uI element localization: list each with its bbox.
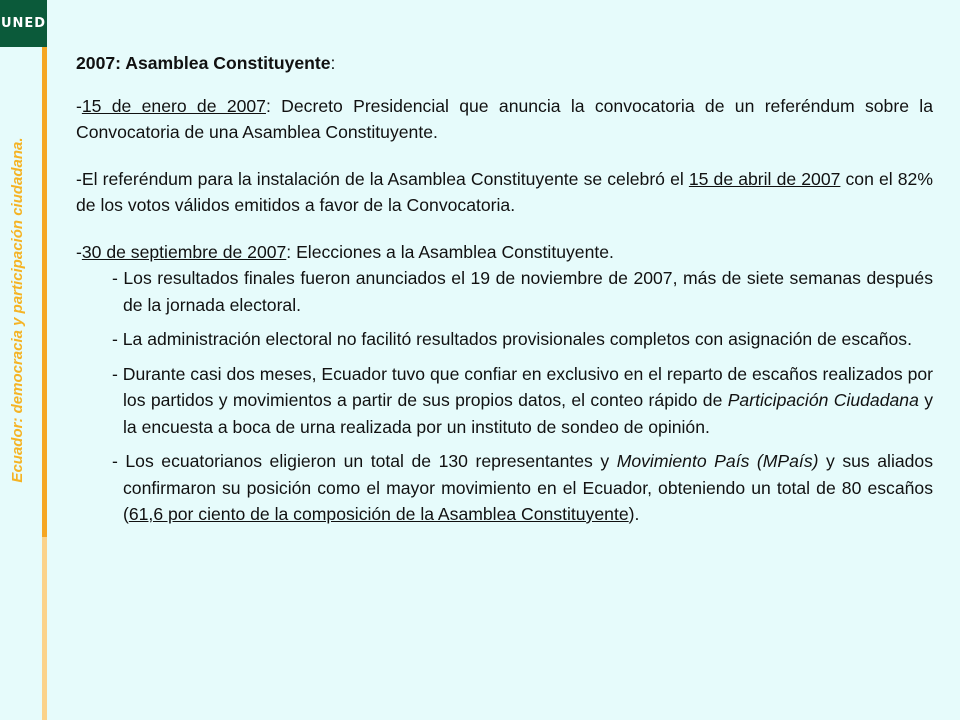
paragraph-elections (76, 239, 933, 266)
uned-logo (0, 0, 47, 47)
left-accent-bar (42, 47, 47, 537)
sub-item-representatives (112, 448, 933, 528)
p2-text1: -El referéndum para la instalación de la Asamblea Constituyente se celebró el (76, 168, 689, 189)
p3-text: : Elecciones a la Asamblea Constituyente. (286, 241, 614, 262)
sub4-underlined: 61,6 por ciento de la composición de la Asamblea Constituyente (128, 504, 629, 524)
sub4-text1: - Los ecuatorianos eligieron un total de 130 representantes y (112, 451, 617, 471)
sub3-text2: y la encuesta a boca de urna realizada por un instituto de sondeo de opinión. (123, 390, 933, 437)
p2-text2: con el 82% de los votos válidos emitidos a favor de la Convocatoria. (76, 168, 933, 215)
p2-date: 15 de abril de 2007 (688, 168, 841, 189)
sub4-text3: ). (628, 504, 640, 524)
sub-item-administration: - La administración electoral no facilitó resultados provisionales completos con asignación de escaños. (112, 329, 912, 349)
sub-item-distribution (112, 361, 933, 441)
slide-content (76, 50, 933, 528)
sub4-italic: Movimiento País (MPaís) (616, 451, 819, 471)
p1-date: 15 de enero de 2007 (81, 95, 266, 116)
paragraph-referendum (76, 166, 933, 219)
p1-text: : Decreto Presidencial que anuncia la convocatoria de un referéndum sobre la Convocatoria de una Asamblea Constituyente. (76, 95, 933, 142)
p3-date: 30 de septiembre de 2007 (81, 241, 287, 262)
p3-prefix: - (76, 241, 82, 262)
heading-colon: : (330, 53, 336, 73)
left-accent-bar-light (42, 537, 47, 720)
sub4-text2: y sus aliados confirmaron su posición como el mayor movimiento en el Ecuador, obteniendo un total de 80 escaños ( (123, 451, 933, 524)
vertical-caption: Ecuador: democracia y participación ciudadana. (9, 137, 26, 483)
logo-text: UNED (0, 16, 47, 31)
sub-item-results: - Los resultados finales fueron anunciados el 19 de noviembre de 2007, más de siete semanas después de la jornada electoral. (112, 268, 933, 315)
p1-prefix: - (76, 95, 82, 116)
heading-text: 2007: Asamblea Constituyente (76, 53, 331, 73)
paragraph-decree (76, 93, 933, 146)
sub3-italic: Participación Ciudadana (727, 390, 919, 410)
slide-heading (76, 50, 933, 77)
sub3-text1: - Durante casi dos meses, Ecuador tuvo que confiar en exclusivo en el reparto de escaños realizados por los partidos y movimientos a partir de sus propios datos, el conteo rápido de (112, 363, 933, 410)
